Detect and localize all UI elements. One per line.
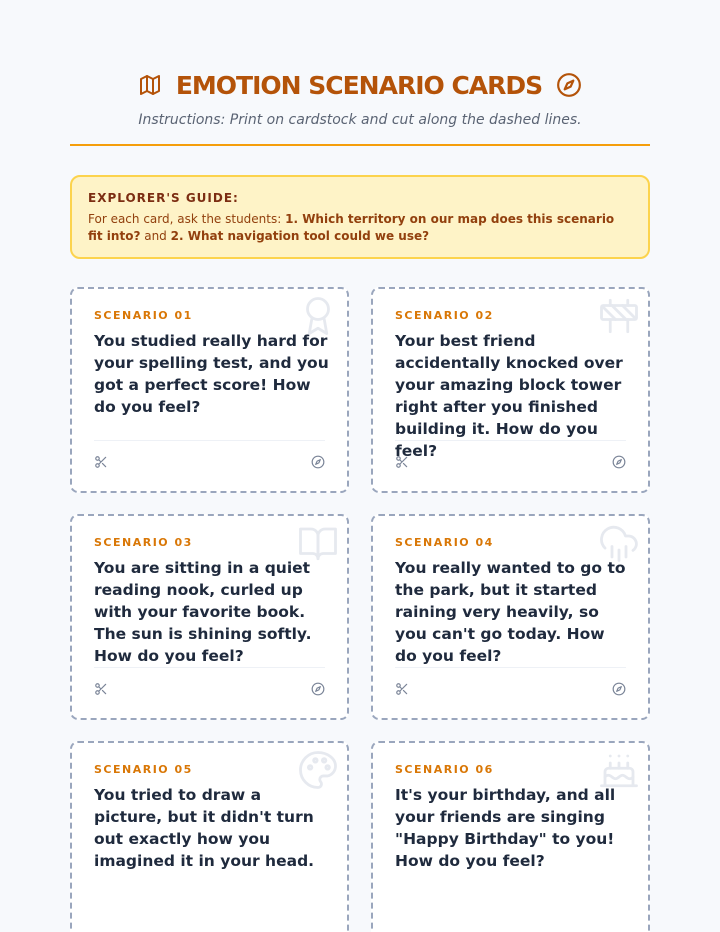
- scenario-card: [371, 287, 650, 493]
- scenario-text: You really wanted to go to the park, but it started raining very heavily, so you can't go today. How do you feel?: [395, 559, 626, 665]
- compass-icon: [556, 72, 582, 98]
- rain-cloud-icon: [598, 522, 640, 564]
- explorers-guide: [70, 175, 650, 259]
- scenario-label: SCENARIO 04: [395, 536, 494, 549]
- card-divider: [395, 440, 626, 441]
- palette-icon: [297, 749, 339, 791]
- open-book-icon: [297, 522, 339, 564]
- page-title: EMOTION SCENARIO CARDS: [175, 70, 543, 100]
- guide-intro: For each card, ask the students:: [88, 212, 286, 226]
- construction-barrier-icon: [598, 295, 640, 337]
- scissors-icon: [395, 455, 409, 469]
- scenario-card: [371, 514, 650, 720]
- scissors-icon: [395, 682, 409, 696]
- scenario-label: SCENARIO 06: [395, 763, 494, 776]
- scenario-label: SCENARIO 03: [94, 536, 193, 549]
- title-row: [70, 60, 650, 110]
- card-divider: [94, 667, 325, 668]
- compass-icon: [612, 682, 626, 696]
- scenario-text: You are sitting in a quiet reading nook, curled up with your favorite book. The sun is shining softly. How do you feel?: [94, 559, 312, 665]
- scenario-card: [70, 514, 349, 720]
- scenario-label: SCENARIO 02: [395, 309, 494, 322]
- compass-icon: [311, 682, 325, 696]
- page-header: [70, 60, 650, 128]
- award-ribbon-icon: [297, 295, 339, 337]
- scenario-label: SCENARIO 05: [94, 763, 193, 776]
- scenario-text: You studied really hard for your spelling test, and you got a perfect score! How do you feel?: [94, 332, 329, 416]
- scenario-text: You tried to draw a picture, but it didn't turn out exactly how you imagined it in your head.: [94, 786, 315, 870]
- scissors-icon: [94, 455, 108, 469]
- scissors-icon: [94, 682, 108, 696]
- scenario-text: Your best friend accidentally knocked over your amazing block tower right after you finished building it. How do you feel?: [395, 332, 623, 460]
- card-divider: [395, 667, 626, 668]
- guide-mid: and: [140, 229, 171, 243]
- birthday-cake-icon: [598, 749, 640, 791]
- compass-icon: [311, 455, 325, 469]
- scenario-label: SCENARIO 01: [94, 309, 193, 322]
- scenario-card: [70, 741, 349, 932]
- guide-question-1: 1. Which territory on our map does this scenario fit into?: [88, 212, 615, 243]
- guide-question-2: 2. What navigation tool could we use?: [170, 229, 430, 243]
- header-divider: [70, 144, 650, 146]
- scenario-text: It's your birthday, and all your friends are singing "Happy Birthday" to you! How do you feel?: [395, 786, 616, 870]
- guide-title: EXPLORER'S GUIDE:: [88, 191, 239, 205]
- guide-text: [88, 211, 632, 245]
- scenario-card: [70, 287, 349, 493]
- card-divider: [94, 440, 325, 441]
- scenario-card: [371, 741, 650, 932]
- map-icon: [138, 73, 162, 97]
- compass-icon: [612, 455, 626, 469]
- page-subtitle: Instructions: Print on cardstock and cut along the dashed lines.: [138, 112, 582, 128]
